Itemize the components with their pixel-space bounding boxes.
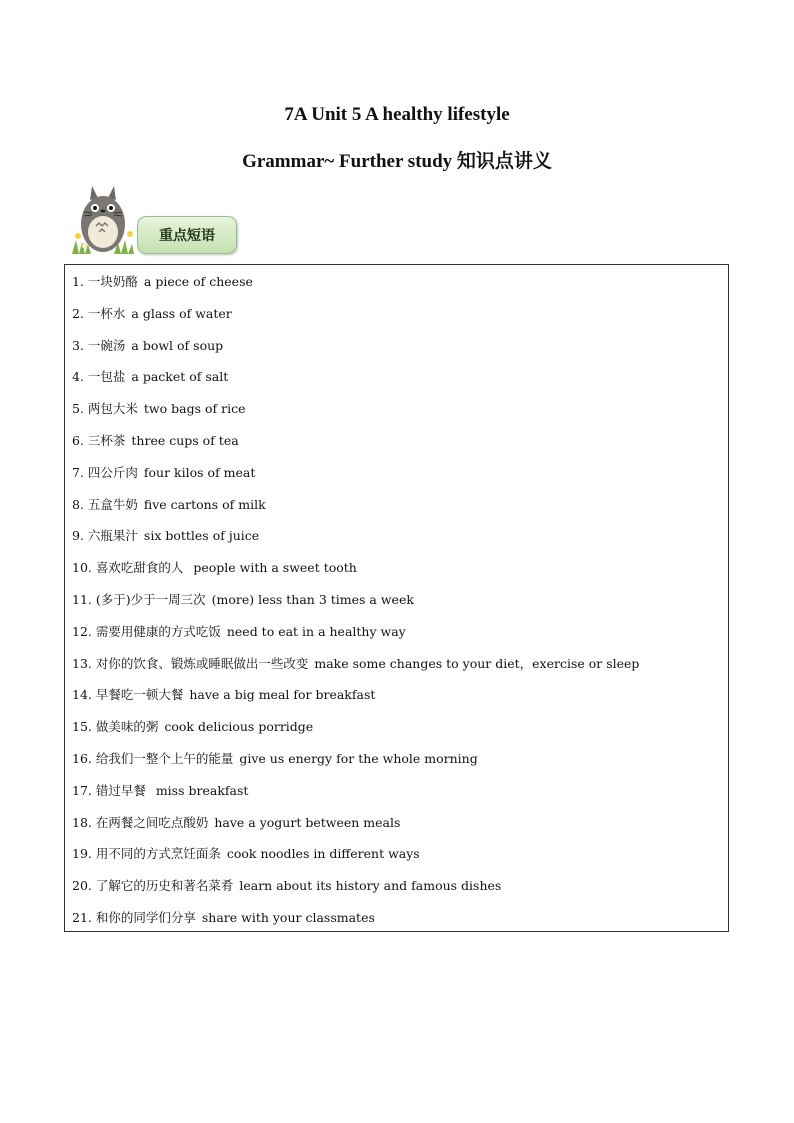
- list-item: 2. 一杯水 a glass of water: [72, 305, 232, 321]
- list-item: 18. 在两餐之间吃点酸奶 have a yogurt between meals: [72, 814, 401, 830]
- list-item: 16. 给我们一整个上午的能量 give us energy for the whole morning: [72, 750, 478, 766]
- list-item: 6. 三杯茶 three cups of tea: [72, 432, 239, 448]
- list-item: 21. 和你的同学们分享 share with your classmates: [72, 909, 375, 925]
- list-item: 9. 六瓶果汁 six bottles of juice: [72, 528, 260, 544]
- list-item: 7. 四公斤肉 four kilos of meat: [72, 464, 256, 480]
- list-item: 3. 一碗汤 a bowl of soup: [72, 337, 224, 353]
- list-item: 11. (多于)少于一周三次 (more) less than 3 times a week: [72, 591, 414, 607]
- section-badge-key-phrases: 重点短语: [137, 216, 237, 254]
- totoro-mascot-icon: [70, 184, 136, 256]
- list-item: 12. 需要用健康的方式吃饭 need to eat in a healthy way: [72, 623, 406, 639]
- list-item: 5. 两包大米 two bags of rice: [72, 401, 246, 417]
- list-item: 8. 五盒牛奶 five cartons of milk: [72, 496, 266, 512]
- phrase-list: [72, 273, 639, 941]
- list-item: 1. 一块奶酪 a piece of cheese: [72, 274, 253, 289]
- list-item: 14. 早餐吃一顿大餐 have a big meal for breakfast: [72, 687, 376, 703]
- list-item: 15. 做美味的粥 cook delicious porridge: [72, 719, 314, 735]
- list-item: 13. 对你的饮食、锻炼或睡眠做出一些改变 make some changes to your diet，exercise or sleep: [72, 655, 640, 671]
- document-title: 7A Unit 5 A healthy lifestyle: [284, 104, 510, 125]
- list-item: 4. 一包盐 a packet of salt: [72, 369, 229, 385]
- phrase-box: [64, 264, 729, 932]
- list-item: 19. 用不同的方式烹饪面条 cook noodles in different ways: [72, 846, 420, 862]
- list-item: 10. 喜欢吃甜食的人 people with a sweet tooth: [72, 560, 357, 576]
- document-subtitle: Grammar~ Further study 知识点讲义: [242, 151, 552, 172]
- list-item: 20. 了解它的历史和著名菜肴 learn about its history and famous dishes: [72, 878, 502, 894]
- list-item: 17. 错过早餐 miss breakfast: [72, 782, 249, 798]
